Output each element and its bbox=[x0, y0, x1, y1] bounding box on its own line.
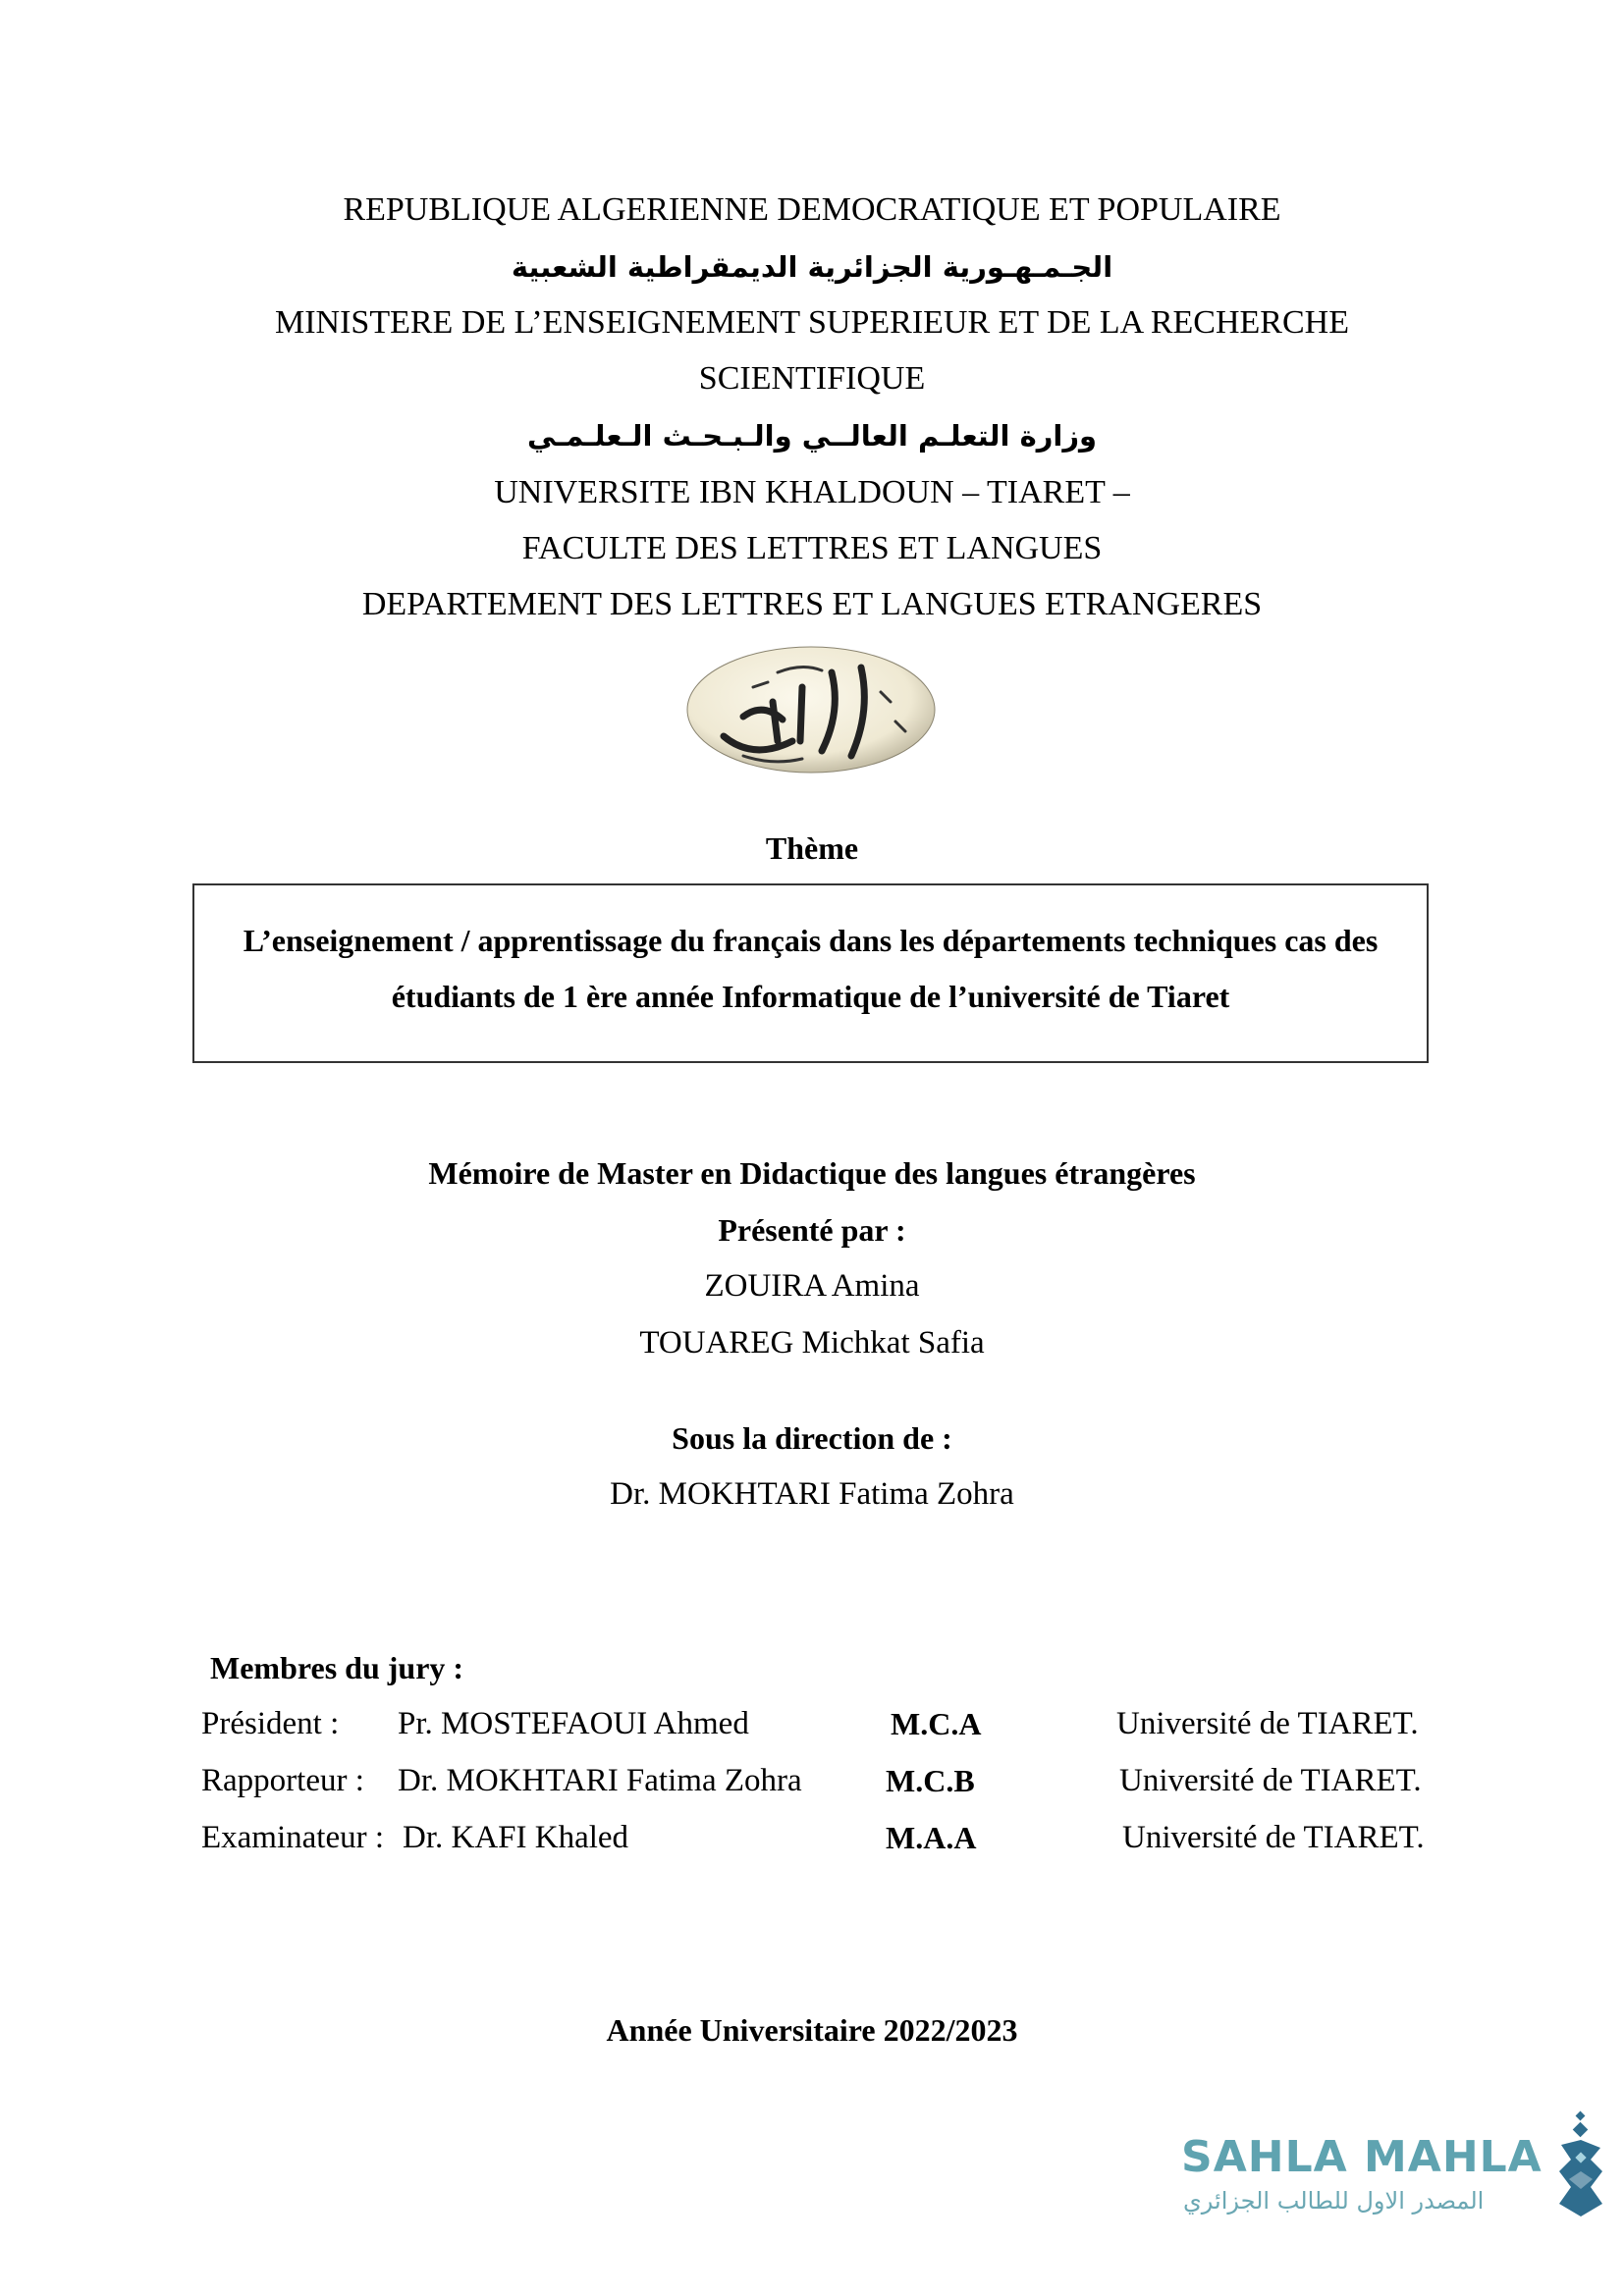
sahla-mahla-logo-icon bbox=[1551, 2110, 1610, 2218]
header-department: DEPARTEMENT DES LETTRES ET LANGUES ETRANGERES bbox=[361, 586, 1263, 622]
header-republic: REPUBLIQUE ALGERIENNE DEMOCRATIQUE ET POPULAIRE bbox=[343, 191, 1281, 228]
university-calligraphy-logo-icon bbox=[684, 643, 938, 776]
supervisor-name: Dr. MOKHTARI Fatima Zohra bbox=[610, 1476, 1014, 1512]
jury-role: Président : bbox=[201, 1706, 340, 1741]
jury-title: Membres du jury : bbox=[210, 1650, 464, 1685]
jury-grade: M.C.B bbox=[886, 1763, 975, 1798]
jury-role: Rapporteur : bbox=[201, 1763, 364, 1798]
theme-label: Thème bbox=[765, 830, 859, 866]
jury-institution: Université de TIARET. bbox=[1116, 1706, 1419, 1741]
header-republic-arabic: الجـمـهـورية الجزائرية الديمقراطية الشعبية bbox=[511, 250, 1113, 284]
header-university: UNIVERSITE IBN KHALDOUN – TIARET – bbox=[494, 474, 1130, 510]
header-ministry: MINISTERE DE L’ENSEIGNEMENT SUPERIEUR ET DE LA RECHERCHE bbox=[275, 304, 1349, 341]
jury-name: Dr. MOKHTARI Fatima Zohra bbox=[398, 1763, 802, 1798]
academic-year: Année Universitaire 2022/2023 bbox=[606, 2012, 1018, 2048]
theme-title-line1: L’enseignement / apprentissage du français dans les départements techniques cas des bbox=[243, 923, 1379, 958]
jury-institution: Université de TIARET. bbox=[1122, 1820, 1425, 1855]
jury-role: Examinateur : bbox=[201, 1820, 385, 1855]
theme-title-line2: étudiants de 1 ère année Informatique de l’université de Tiaret bbox=[391, 979, 1230, 1014]
university-logo bbox=[684, 643, 938, 776]
author-2: TOUAREG Michkat Safia bbox=[639, 1325, 985, 1361]
header-ministry-cont: SCIENTIFIQUE bbox=[698, 360, 926, 397]
supervision-label: Sous la direction de : bbox=[672, 1420, 952, 1456]
presented-by-label: Présenté par : bbox=[718, 1212, 906, 1248]
jury-grade: M.C.A bbox=[891, 1706, 982, 1741]
thesis-type: Mémoire de Master en Didactique des langues étrangères bbox=[428, 1155, 1196, 1191]
jury-institution: Université de TIARET. bbox=[1119, 1763, 1422, 1798]
watermark-tagline: المصدر الاول للطالب الجزائري bbox=[1183, 2187, 1485, 2215]
header-ministry-arabic: وزارة التعلـم العالــي والـبـحـث الـعلـمـي bbox=[526, 419, 1098, 453]
header-faculty: FACULTE DES LETTRES ET LANGUES bbox=[521, 530, 1103, 566]
jury-name: Dr. KAFI Khaled bbox=[403, 1820, 629, 1855]
jury-name: Pr. MOSTEFAOUI Ahmed bbox=[398, 1706, 749, 1741]
watermark-brand: SAHLA MAHLA bbox=[1181, 2132, 1543, 2182]
author-1: ZOUIRA Amina bbox=[704, 1268, 920, 1304]
theme-box bbox=[192, 883, 1429, 1063]
sahla-mahla-watermark bbox=[1173, 2110, 1605, 2218]
jury-grade: M.A.A bbox=[886, 1820, 977, 1855]
